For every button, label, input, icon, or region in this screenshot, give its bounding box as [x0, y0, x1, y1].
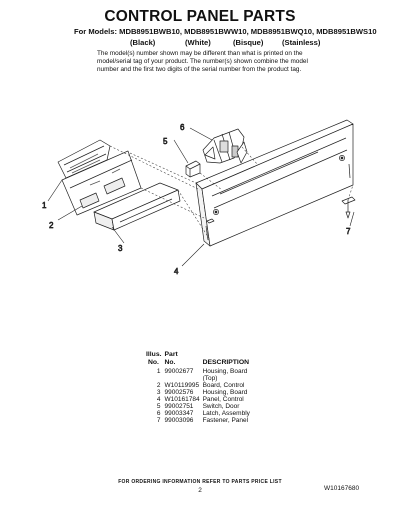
ordering-info-footer: FOR ORDERING INFORMATION REFER TO PARTS PRICE LIST	[118, 479, 282, 485]
table-row	[146, 368, 253, 375]
part-number: 99003096	[164, 417, 194, 424]
table-row	[146, 410, 253, 417]
illus-number: 6	[156, 410, 161, 417]
illus-number: 5	[156, 403, 161, 410]
part-number: 99002677	[164, 368, 194, 375]
document-number: W10167680	[324, 485, 360, 492]
illus-number: 1	[156, 368, 161, 375]
table-row	[146, 382, 253, 389]
part-description: Housing, Board	[202, 389, 248, 396]
header-illus: Illus. No.	[146, 351, 162, 366]
header-part: Part No.	[164, 351, 178, 366]
part-number: W10161784	[164, 396, 200, 403]
callout-7: 7	[346, 227, 351, 236]
illus-number	[146, 375, 165, 382]
header-description: DESCRIPTION	[202, 359, 250, 366]
color-label-stainless: (Stainless)	[282, 38, 321, 47]
part-number: 99002751	[164, 403, 194, 410]
part-number: W10119995	[164, 382, 200, 389]
callout-4: 4	[174, 267, 179, 276]
color-label-black: (Black)	[130, 38, 156, 47]
table-row	[146, 403, 253, 410]
callout-3: 3	[118, 244, 123, 253]
model-note-line: The model(s) number shown may be different than what is printed on the	[97, 50, 303, 57]
color-label-bisque: (Bisque)	[233, 38, 264, 47]
illus-number: 3	[156, 389, 161, 396]
model-note-line: number and the first two digits of the serial number from the product tag.	[97, 66, 302, 73]
page-title: CONTROL PANEL PARTS	[104, 8, 296, 25]
table-row	[146, 375, 253, 382]
model-note-line: model/serial tag of your product. The number(s) shown combine the model	[97, 58, 308, 65]
part-description: Housing, Board	[202, 368, 248, 375]
exploded-parts-diagram	[0, 100, 400, 300]
part-description: (Top)	[202, 375, 218, 382]
callout-6: 6	[180, 123, 185, 132]
page-number: 2	[198, 487, 202, 494]
part-number	[165, 375, 203, 382]
table-row	[146, 389, 253, 396]
illus-number: 4	[156, 396, 161, 403]
part-description: Switch, Door	[202, 403, 240, 410]
model-list: For Models: MDB8951BWB10, MDB8951BWW10, MDB8951BWQ10, MDB8951BWS10	[74, 27, 377, 36]
parts-table	[146, 351, 253, 424]
part-description: Panel, Control	[202, 396, 244, 403]
part-description: Board, Control	[202, 382, 245, 389]
color-label-white: (White)	[185, 38, 211, 47]
callout-5: 5	[163, 137, 168, 146]
part-number: 99002576	[164, 389, 194, 396]
part-number: 99003347	[164, 410, 194, 417]
illus-number: 7	[156, 417, 161, 424]
callout-2: 2	[49, 221, 54, 230]
table-row	[146, 396, 253, 403]
part-description: Fastener, Panel	[202, 417, 249, 424]
part-5-door-switch	[186, 161, 200, 177]
illus-number: 2	[156, 382, 161, 389]
part-description: Latch, Assembly	[202, 410, 250, 417]
callout-1: 1	[42, 201, 47, 210]
part-6-latch-assembly	[203, 129, 247, 163]
parts-table-header	[146, 351, 253, 368]
table-row	[146, 417, 253, 424]
